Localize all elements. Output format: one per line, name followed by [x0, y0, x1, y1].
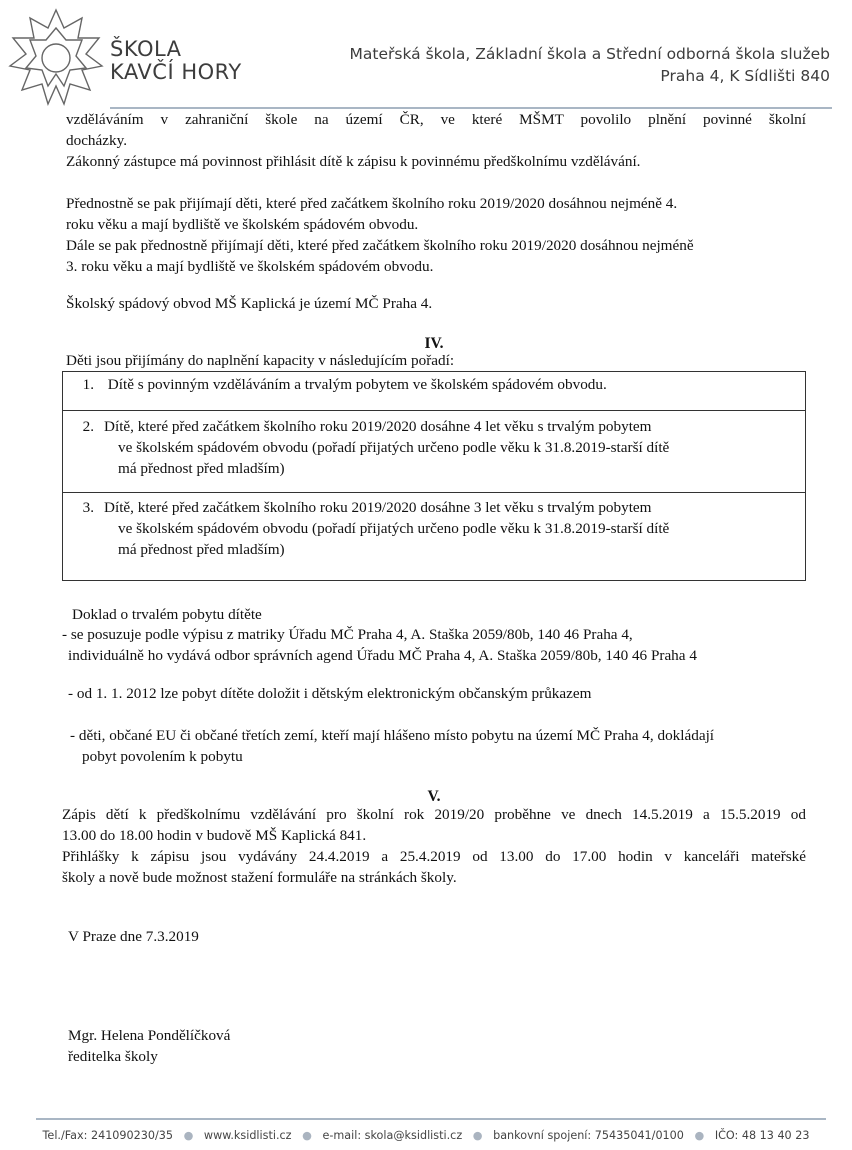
table-row — [74, 416, 669, 479]
paragraph-line: 3. roku věku a mají bydliště ve školském spádovém obvodu. — [66, 258, 434, 275]
row-text: ve školském spádovém obvodu (pořadí přijatých určeno podle věku k 31.8.2019-starší dítě — [118, 520, 670, 537]
school-logo-star-icon — [4, 6, 108, 110]
table-row — [74, 374, 607, 395]
signatory-name: Mgr. Helena Pondělíčková — [68, 1027, 231, 1044]
footer-separator-dot: ● — [694, 1129, 705, 1142]
row-text: ve školském spádovém obvodu (pořadí přijatých určeno podle věku k 31.8.2019-starší dítě — [118, 439, 670, 456]
row-text: má přednost před mladším) — [118, 460, 285, 477]
row-text: Dítě, které před začátkem školního roku 2019/2020 dosáhne 4 let věku s trvalým pobytem — [104, 418, 652, 435]
header-school-address: Praha 4, K Sídlišti 840 — [660, 67, 830, 85]
footer-divider — [36, 1118, 826, 1120]
paragraph-line: Školský spádový obvod MŠ Kaplická je území MČ Praha 4. — [66, 295, 433, 312]
row-text: Dítě s povinným vzděláváním a trvalým pobytem ve školském spádovém obvodu. — [107, 376, 607, 393]
residence-bullet: - se posuzuje podle výpisu z matriky Úřadu MČ Praha 4, A. Staška 2059/80b, 140 46 Praha 4, — [62, 626, 633, 643]
signatory-role: ředitelka školy — [68, 1048, 158, 1065]
paragraph-line: docházky. — [66, 132, 128, 149]
table-row — [74, 497, 669, 560]
section-intro: Děti jsou přijímány do naplnění kapacity v následujícím pořadí: — [66, 352, 455, 369]
row-number: 1. — [82, 376, 94, 393]
row-number: 3. — [82, 499, 94, 516]
paragraph-line: Přihlášky k zápisu jsou vydávány 24.4.2019 a 25.4.2019 od 13.00 do 17.00 hodin v kanceláři mateřské — [62, 848, 806, 865]
footer-web-link[interactable]: www.ksidlisti.cz — [203, 1129, 292, 1142]
paragraph-line: Dále se pak přednostně přijímají děti, které před začátkem školního roku 2019/2020 dosáhnou nejméně — [66, 237, 694, 254]
paragraph-line: Zápis dětí k předškolnímu vzdělávání pro školní rok 2019/20 proběhne ve dnech 14.5.2019 a 15.5.2019 od — [62, 806, 806, 823]
footer-ico: IČO: 48 13 40 23 — [714, 1129, 810, 1142]
section-heading-iv: IV. — [424, 335, 444, 352]
section-heading-v: V. — [427, 788, 441, 805]
paragraph-line: roku věku a mají bydliště ve školském spádovém obvodu. — [66, 216, 419, 233]
residence-bullet: pobyt povolením k pobytu — [82, 748, 243, 765]
footer-phone: Tel./Fax: 241090230/35 — [42, 1129, 174, 1142]
paragraph-line: vzděláváním v zahraniční škole na území ČR, ve které MŠMT povolilo plnění povinné školní — [66, 111, 806, 128]
residence-title: Doklad o trvalém pobytu dítěte — [72, 606, 262, 623]
paragraph-line: školy a nově bude možnost stažení formuláře na stránkách školy. — [62, 869, 457, 886]
school-name-line1: ŠKOLA — [110, 37, 182, 61]
footer-contacts — [0, 1129, 852, 1142]
footer-separator-dot: ● — [302, 1129, 312, 1142]
row-text: Dítě, které před začátkem školního roku 2019/2020 dosáhne 3 let věku s trvalým pobytem — [104, 499, 652, 516]
residence-bullet: individuálně ho vydává odbor správních agend Úřadu MČ Praha 4, A. Staška 2059/80b, 140 46 Praha 4 — [68, 647, 697, 664]
footer-separator-dot: ● — [472, 1129, 483, 1142]
footer-email-link[interactable]: e-mail: skola@ksidlisti.cz — [322, 1129, 463, 1142]
paragraph-line: 13.00 do 18.00 hodin v budově MŠ Kaplická 841. — [62, 827, 367, 844]
row-text: má přednost před mladším) — [118, 541, 285, 558]
table-row-divider — [62, 410, 806, 411]
school-name — [110, 38, 242, 84]
header-school-full-name: Mateřská škola, Základní škola a Střední odborná škola služeb — [349, 45, 830, 63]
place-date: V Praze dne 7.3.2019 — [68, 928, 199, 945]
paragraph-line: Zákonný zástupce má povinnost přihlásit dítě k zápisu k povinnému předškolnímu vzdělávání. — [66, 153, 641, 170]
table-row-divider — [62, 492, 806, 493]
residence-bullet: - od 1. 1. 2012 lze pobyt dítěte doložit i dětským elektronickým občanským průkazem — [68, 685, 592, 702]
footer-bank: bankovní spojení: 75435041/0100 — [493, 1129, 684, 1142]
header-school-info — [350, 43, 830, 87]
school-name-line2: KAVČÍ HORY — [110, 60, 242, 84]
paragraph-line: Přednostně se pak přijímají děti, které před začátkem školního roku 2019/2020 dosáhnou nejméně 4. — [66, 195, 678, 212]
footer-separator-dot: ● — [183, 1129, 194, 1142]
residence-bullet: - děti, občané EU či občané třetích zemí, kteří mají hlášeno místo pobytu na území MČ Praha 4, dokládají — [70, 727, 715, 744]
row-number: 2. — [82, 418, 94, 435]
